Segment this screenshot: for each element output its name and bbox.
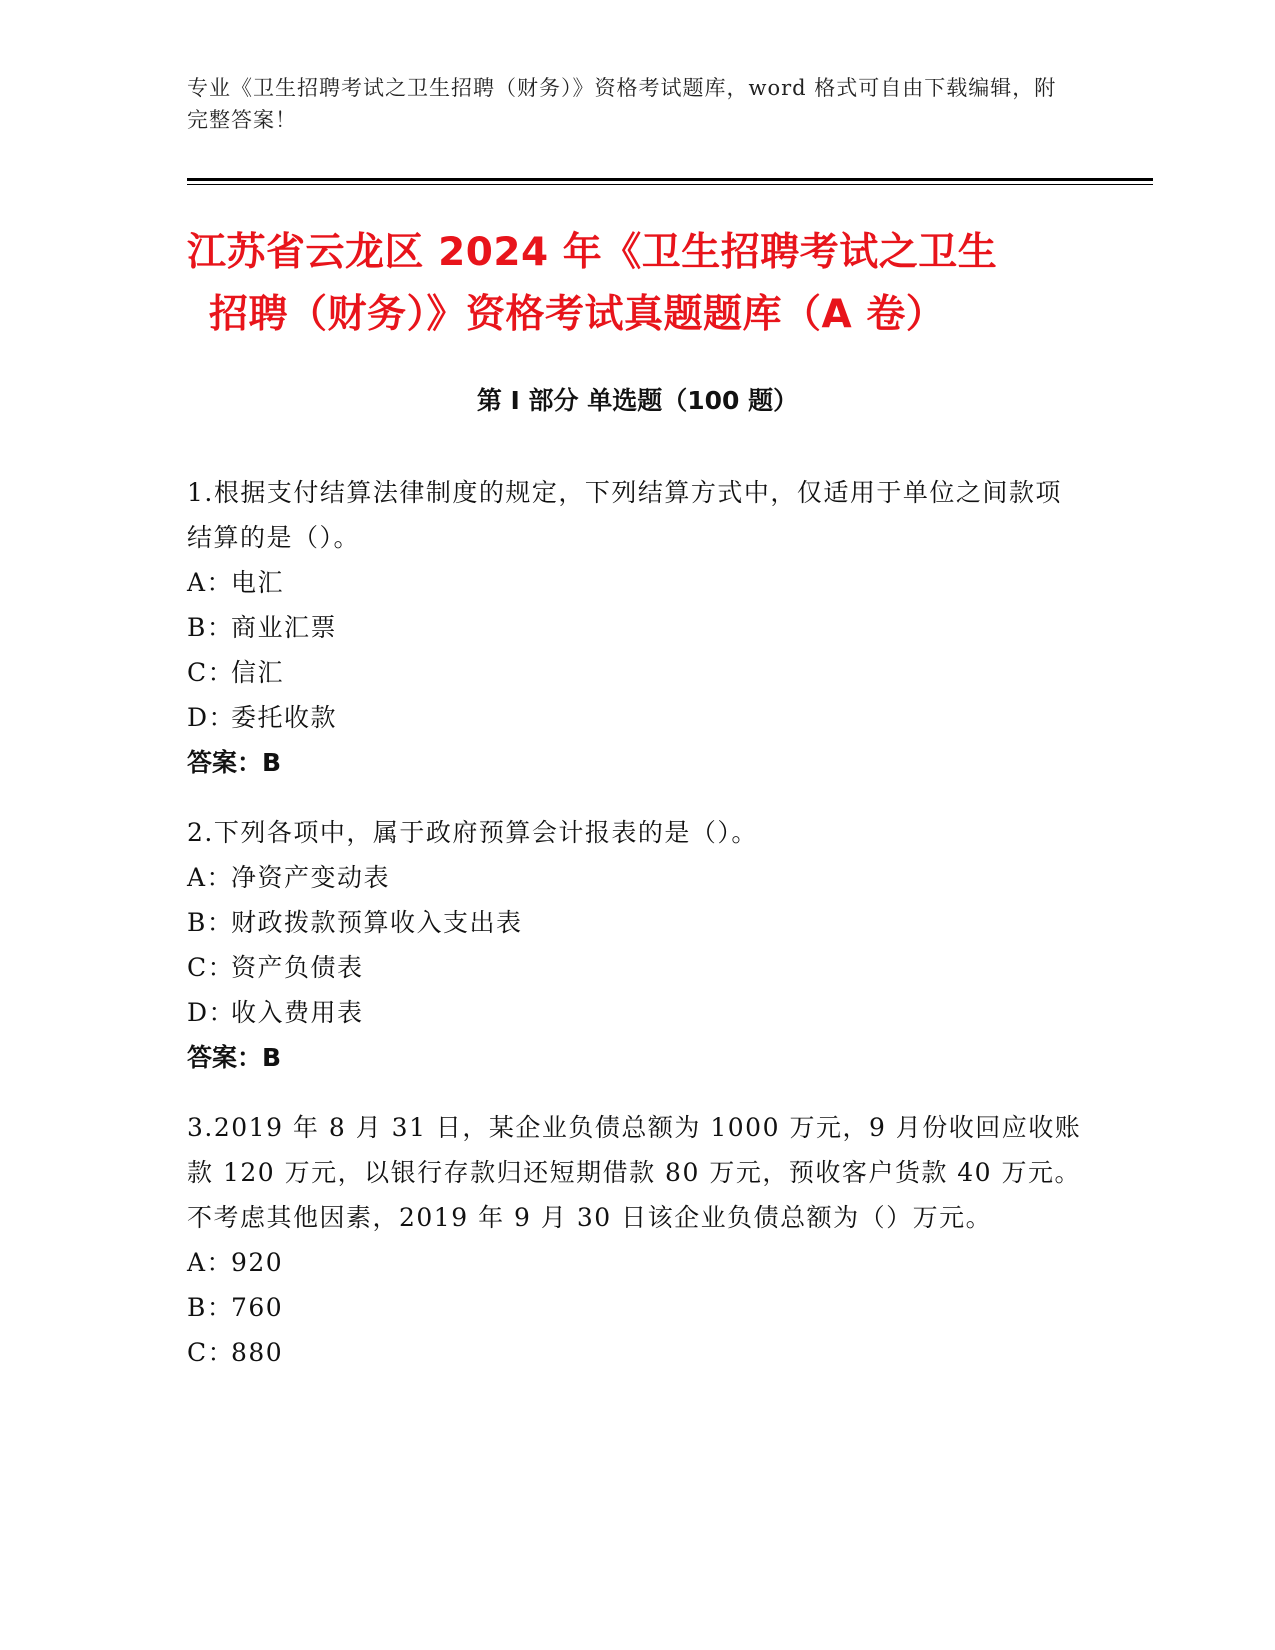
option-key: D：: [187, 703, 236, 732]
header-note: 专业《卫生招聘考试之卫生招聘（财务）》资格考试题库，word 格式可自由下载编辑，附完整答案！: [187, 76, 1057, 132]
option-d: [187, 695, 1087, 740]
option-text: 收入费用表: [231, 998, 364, 1027]
option-d: [187, 990, 1087, 1035]
option-key: C：: [187, 658, 235, 687]
option-key: B：: [187, 613, 234, 642]
option-key: A：: [187, 1248, 234, 1277]
option-c: [187, 650, 1087, 695]
section-heading: 第 I 部分 单选题（100 题）: [476, 386, 799, 415]
header-divider-thick: [187, 178, 1153, 181]
option-key: B：: [187, 1293, 234, 1322]
option-key: D：: [187, 998, 236, 1027]
question-list: [187, 470, 1087, 1400]
header-divider-thin: [187, 184, 1153, 185]
option-text: 880: [231, 1338, 284, 1367]
option-text: 净资产变动表: [231, 863, 391, 892]
answer-line: 答案：B: [187, 1043, 282, 1072]
option-text: 920: [231, 1248, 284, 1277]
option-text: 760: [231, 1293, 284, 1322]
option-text: 资产负债表: [231, 953, 364, 982]
question-3: [187, 1105, 1087, 1375]
title-line-1: 江苏省云龙区 2024 年《卫生招聘考试之卫生: [187, 230, 998, 275]
option-c: [187, 945, 1087, 990]
option-a: [187, 1240, 1087, 1285]
question-stem: 2.下列各项中，属于政府预算会计报表的是（）。: [187, 818, 758, 847]
option-c: [187, 1330, 1087, 1375]
question-1: [187, 470, 1087, 785]
option-text: 信汇: [231, 658, 285, 687]
question-stem: 3.2019 年 8 月 31 日，某企业负债总额为 1000 万元，9 月份收回应收账款 120 万元，以银行存款归还短期借款 80 万元，预收客户货款 40 万元。不考虑其他因素，2019 年 9 月 30 日该企业负债总额为（）万元。: [187, 1113, 1082, 1232]
question-stem: 1.根据支付结算法律制度的规定，下列结算方式中，仅适用于单位之间款项结算的是（）。: [187, 478, 1062, 552]
option-a: [187, 560, 1087, 605]
option-key: A：: [187, 863, 234, 892]
answer-line: 答案：B: [187, 748, 282, 777]
option-key: C：: [187, 1338, 235, 1367]
option-text: 电汇: [231, 568, 285, 597]
document-title: [187, 222, 1087, 346]
option-b: [187, 605, 1087, 650]
option-text: 委托收款: [231, 703, 338, 732]
option-a: [187, 855, 1087, 900]
option-text: 商业汇票: [231, 613, 338, 642]
question-2: [187, 810, 1087, 1080]
option-b: [187, 1285, 1087, 1330]
option-b: [187, 900, 1087, 945]
title-line-2: 招聘（财务）》资格考试真题题库（A 卷）: [209, 292, 946, 337]
option-text: 财政拨款预算收入支出表: [231, 908, 523, 937]
option-key: A：: [187, 568, 234, 597]
option-key: C：: [187, 953, 235, 982]
option-key: B：: [187, 908, 234, 937]
